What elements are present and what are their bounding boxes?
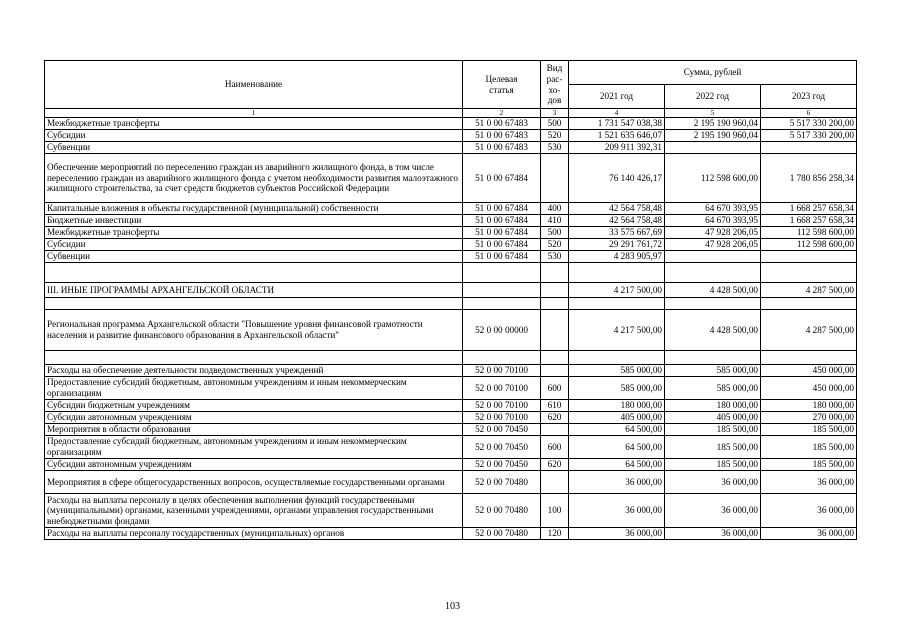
row-expense-kind — [541, 471, 569, 494]
row-amount-2022: 47 928 206,05 — [665, 227, 761, 239]
row-amount-2021: 64 500,00 — [569, 424, 665, 436]
row-amount-2022 — [665, 263, 761, 283]
row-amount-2022: 64 670 393,95 — [665, 215, 761, 227]
row-amount-2021: 180 000,00 — [569, 400, 665, 412]
row-name: Расходы на обеспечение деятельности подведомственных учреждений — [45, 365, 463, 377]
row-amount-2021: 42 564 758,48 — [569, 203, 665, 215]
header-kind-line: Вид — [546, 63, 563, 74]
row-target-code — [463, 263, 541, 283]
table-row — [45, 459, 857, 471]
row-amount-2023: 1 668 257 658,34 — [761, 215, 857, 227]
row-amount-2021: 29 291 761,72 — [569, 239, 665, 251]
table-row — [45, 130, 857, 142]
row-target-code: 51 0 00 67483 — [463, 130, 541, 142]
row-amount-2023: 36 000,00 — [761, 494, 857, 528]
row-amount-2023: 185 500,00 — [761, 459, 857, 471]
row-amount-2022 — [665, 298, 761, 310]
row-name: Субвенции — [45, 251, 463, 263]
row-amount-2023: 5 517 330 200,00 — [761, 118, 857, 130]
row-amount-2023: 185 500,00 — [761, 424, 857, 436]
row-expense-kind: 530 — [541, 142, 569, 154]
row-expense-kind — [541, 424, 569, 436]
row-name: Расходы на выплаты персоналу государственных (муниципальных) органов — [45, 528, 463, 540]
row-name: III. ИНЫЕ ПРОГРАММЫ АРХАНГЕЛЬСКОЙ ОБЛАСТИ — [45, 283, 463, 298]
row-amount-2022: 4 428 500,00 — [665, 310, 761, 351]
row-amount-2021 — [569, 298, 665, 310]
row-name: Субсидии автономным учреждениям — [45, 412, 463, 424]
row-name: Региональная программа Архангельской области "Повышение уровня финансовой грамотности населения и развитие финансового образования в Архангельской области" — [45, 310, 463, 351]
row-amount-2023 — [761, 251, 857, 263]
row-target-code: 51 0 00 67484 — [463, 154, 541, 203]
row-name: Субсидии — [45, 130, 463, 142]
row-target-code: 52 0 00 70100 — [463, 400, 541, 412]
row-amount-2023: 36 000,00 — [761, 471, 857, 494]
row-expense-kind: 600 — [541, 436, 569, 459]
row-expense-kind: 620 — [541, 412, 569, 424]
row-target-code: 52 0 00 70100 — [463, 365, 541, 377]
row-amount-2022: 64 670 393,95 — [665, 203, 761, 215]
row-amount-2023: 5 517 330 200,00 — [761, 130, 857, 142]
table-row — [45, 528, 857, 540]
col-number-1: 1 — [45, 109, 463, 118]
header-kind — [541, 61, 569, 109]
row-amount-2021: 1 731 547 038,38 — [569, 118, 665, 130]
row-amount-2023: 4 287 500,00 — [761, 310, 857, 351]
row-amount-2021: 4 217 500,00 — [569, 310, 665, 351]
table-row — [45, 298, 857, 310]
row-name: Капитальные вложения в объекты государственной (муниципальной) собственности — [45, 203, 463, 215]
row-amount-2022: 405 000,00 — [665, 412, 761, 424]
row-target-code: 51 0 00 67484 — [463, 227, 541, 239]
row-expense-kind: 100 — [541, 494, 569, 528]
row-amount-2023 — [761, 142, 857, 154]
header-kind-line: хо- — [548, 84, 561, 95]
row-amount-2021: 1 521 635 646,07 — [569, 130, 665, 142]
row-name: Бюджетные инвестиции — [45, 215, 463, 227]
row-amount-2021: 33 575 667,69 — [569, 227, 665, 239]
row-name: Межбюджетные трансферты — [45, 227, 463, 239]
row-expense-kind: 400 — [541, 203, 569, 215]
row-expense-kind — [541, 263, 569, 283]
row-name: Предоставление субсидий бюджетным, автономным учреждениям и иным некоммерческим организациям — [45, 436, 463, 459]
row-amount-2021: 405 000,00 — [569, 412, 665, 424]
row-name: Предоставление субсидий бюджетным, автономным учреждениям и иным некоммерческим организациям — [45, 377, 463, 400]
header-2022: 2022 год — [665, 85, 761, 109]
page-number: 103 — [445, 601, 460, 612]
table-row — [45, 239, 857, 251]
row-amount-2021: 76 140 426,17 — [569, 154, 665, 203]
row-amount-2022: 36 000,00 — [665, 494, 761, 528]
row-amount-2023: 450 000,00 — [761, 377, 857, 400]
row-target-code: 52 0 00 70480 — [463, 471, 541, 494]
header-kind-line: рас- — [546, 73, 563, 84]
table-row — [45, 215, 857, 227]
row-amount-2021: 4 283 905,97 — [569, 251, 665, 263]
row-amount-2022: 185 500,00 — [665, 436, 761, 459]
row-amount-2022: 180 000,00 — [665, 400, 761, 412]
row-amount-2023: 1 780 856 258,34 — [761, 154, 857, 203]
row-amount-2022: 36 000,00 — [665, 471, 761, 494]
row-amount-2023: 112 598 600,00 — [761, 239, 857, 251]
row-amount-2022: 47 928 206,05 — [665, 239, 761, 251]
row-amount-2022: 112 598 600,00 — [665, 154, 761, 203]
table-row — [45, 310, 857, 351]
header-sum: Сумма, рублей — [569, 61, 857, 85]
row-amount-2021: 42 564 758,48 — [569, 215, 665, 227]
row-target-code: 51 0 00 67484 — [463, 215, 541, 227]
row-expense-kind: 610 — [541, 400, 569, 412]
col-number-6: 6 — [761, 109, 857, 118]
table-row — [45, 283, 857, 298]
row-target-code — [463, 283, 541, 298]
row-amount-2022: 185 500,00 — [665, 424, 761, 436]
header-2021: 2021 год — [569, 85, 665, 109]
row-target-code: 52 0 00 70450 — [463, 424, 541, 436]
row-amount-2021: 585 000,00 — [569, 377, 665, 400]
table-row — [45, 263, 857, 283]
row-amount-2021 — [569, 351, 665, 365]
table-row — [45, 436, 857, 459]
row-expense-kind — [541, 310, 569, 351]
row-amount-2023: 450 000,00 — [761, 365, 857, 377]
row-expense-kind: 410 — [541, 215, 569, 227]
row-amount-2022: 585 000,00 — [665, 377, 761, 400]
row-amount-2022: 4 428 500,00 — [665, 283, 761, 298]
header-2023: 2023 год — [761, 85, 857, 109]
row-expense-kind: 520 — [541, 130, 569, 142]
row-amount-2021 — [569, 263, 665, 283]
budget-table — [44, 60, 857, 540]
table-body — [45, 118, 857, 540]
row-name: Субвенции — [45, 142, 463, 154]
row-amount-2023: 36 000,00 — [761, 528, 857, 540]
row-target-code: 51 0 00 67484 — [463, 239, 541, 251]
row-amount-2023: 4 287 500,00 — [761, 283, 857, 298]
row-target-code: 51 0 00 67483 — [463, 142, 541, 154]
row-target-code: 52 0 00 70100 — [463, 377, 541, 400]
row-name: Обеспечение мероприятий по переселению граждан из аварийного жилищного фонда, в том числе переселению граждан из аварийного жилищного фонда с учетом необходимости развития малоэтажного жилищного строительства, за счет средств бюджетов субъектов Российской Федерации — [45, 154, 463, 203]
header-kind-line: дов — [547, 95, 562, 106]
row-name — [45, 298, 463, 310]
row-amount-2022: 2 195 190 960,04 — [665, 118, 761, 130]
header-target-label: Целевая статья — [485, 73, 518, 95]
table-row — [45, 351, 857, 365]
table-row — [45, 400, 857, 412]
row-expense-kind: 120 — [541, 528, 569, 540]
row-amount-2022 — [665, 251, 761, 263]
row-expense-kind: 620 — [541, 459, 569, 471]
table-row — [45, 142, 857, 154]
row-name: Субсидии — [45, 239, 463, 251]
row-expense-kind — [541, 365, 569, 377]
row-amount-2021: 36 000,00 — [569, 494, 665, 528]
row-amount-2021: 36 000,00 — [569, 471, 665, 494]
row-amount-2021: 585 000,00 — [569, 365, 665, 377]
row-expense-kind: 500 — [541, 118, 569, 130]
row-name — [45, 351, 463, 365]
row-amount-2023 — [761, 298, 857, 310]
row-expense-kind — [541, 283, 569, 298]
row-amount-2021: 4 217 500,00 — [569, 283, 665, 298]
row-amount-2023 — [761, 351, 857, 365]
row-amount-2022: 585 000,00 — [665, 365, 761, 377]
row-target-code: 52 0 00 70450 — [463, 459, 541, 471]
row-amount-2023: 270 000,00 — [761, 412, 857, 424]
row-name: Межбюджетные трансферты — [45, 118, 463, 130]
table-row — [45, 424, 857, 436]
row-target-code: 52 0 00 70450 — [463, 436, 541, 459]
row-expense-kind — [541, 298, 569, 310]
row-name — [45, 263, 463, 283]
row-amount-2022: 185 500,00 — [665, 459, 761, 471]
table-row — [45, 365, 857, 377]
row-expense-kind: 530 — [541, 251, 569, 263]
col-number-3: 3 — [541, 109, 569, 118]
row-name: Мероприятия в сфере общегосударственных вопросов, осуществляемые государственными органами — [45, 471, 463, 494]
row-amount-2023: 180 000,00 — [761, 400, 857, 412]
row-target-code — [463, 351, 541, 365]
row-amount-2022 — [665, 142, 761, 154]
row-target-code: 51 0 00 67484 — [463, 251, 541, 263]
table-row — [45, 251, 857, 263]
table-row — [45, 494, 857, 528]
row-amount-2023: 185 500,00 — [761, 436, 857, 459]
row-amount-2022: 36 000,00 — [665, 528, 761, 540]
row-target-code: 51 0 00 67483 — [463, 118, 541, 130]
row-target-code: 51 0 00 67484 — [463, 203, 541, 215]
row-target-code: 52 0 00 70480 — [463, 528, 541, 540]
header-target — [463, 61, 541, 109]
row-target-code: 52 0 00 00000 — [463, 310, 541, 351]
row-expense-kind — [541, 351, 569, 365]
table-row — [45, 377, 857, 400]
row-name: Субсидии автономным учреждениям — [45, 459, 463, 471]
row-target-code: 52 0 00 70100 — [463, 412, 541, 424]
row-expense-kind: 520 — [541, 239, 569, 251]
row-amount-2022 — [665, 351, 761, 365]
row-amount-2023: 112 598 600,00 — [761, 227, 857, 239]
row-amount-2021: 64 500,00 — [569, 436, 665, 459]
row-amount-2021: 36 000,00 — [569, 528, 665, 540]
row-name: Субсидии бюджетным учреждениям — [45, 400, 463, 412]
table-row — [45, 412, 857, 424]
row-amount-2023 — [761, 263, 857, 283]
row-name: Расходы на выплаты персоналу в целях обеспечения выполнения функций государственными (муниципальными) органами, казенными учреждениями, органами управления государственными внебюджетными фондами — [45, 494, 463, 528]
col-number-4: 4 — [569, 109, 665, 118]
header-name: Наименование — [45, 61, 463, 109]
col-number-2: 2 — [463, 109, 541, 118]
table-row — [45, 118, 857, 130]
table-row — [45, 471, 857, 494]
row-target-code — [463, 298, 541, 310]
table-row — [45, 227, 857, 239]
row-name: Мероприятия в области образования — [45, 424, 463, 436]
row-amount-2023: 1 668 257 658,34 — [761, 203, 857, 215]
row-target-code: 52 0 00 70480 — [463, 494, 541, 528]
row-expense-kind: 600 — [541, 377, 569, 400]
row-amount-2021: 209 911 392,31 — [569, 142, 665, 154]
row-amount-2022: 2 195 190 960,04 — [665, 130, 761, 142]
col-number-5: 5 — [665, 109, 761, 118]
table-row — [45, 154, 857, 203]
row-expense-kind: 500 — [541, 227, 569, 239]
row-amount-2021: 64 500,00 — [569, 459, 665, 471]
row-expense-kind — [541, 154, 569, 203]
table-row — [45, 203, 857, 215]
